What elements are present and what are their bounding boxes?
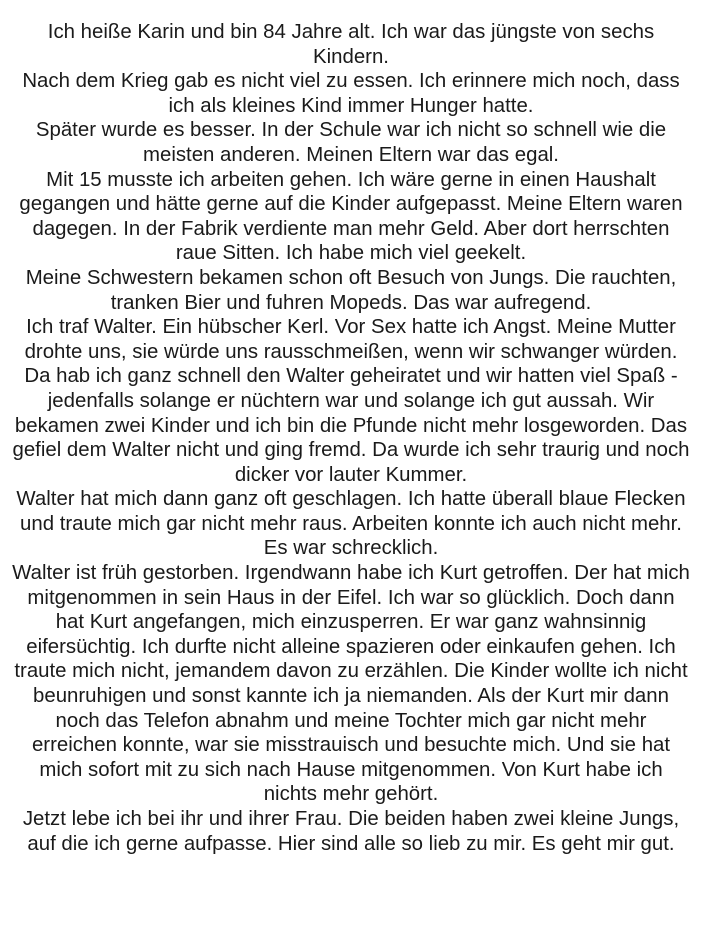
paragraph-intro: Ich heiße Karin und bin 84 Jahre alt. Ich war das jüngste von sechs Kindern. — [47, 21, 655, 68]
paragraph-abuse: Walter hat mich dann ganz oft geschlagen. Ich hatte überall blaue Flecken und traute mich gar nicht mehr raus. Arbeiten konnte ich auch nicht mehr. Es war schrecklich. — [16, 488, 686, 560]
paragraph-sisters: Meine Schwestern bekamen schon oft Besuch von Jungs. Die rauchten, tranken Bier und fuhren Mopeds. Das war aufregend. — [25, 266, 677, 314]
paragraph-walter-meeting: Ich traf Walter. Ein hübscher Kerl. Vor Sex hatte ich Angst. Meine Mutter drohte uns, sie würde uns rausschmeißen, wenn wir schwanger würden. — [24, 316, 678, 363]
paragraph-now: Jetzt lebe ich bei ihr und ihrer Frau. Die beiden haben zwei kleine Jungs, auf die ich gerne aufpasse. Hier sind alle so lieb zu mir. Es geht mir gut. — [22, 808, 680, 855]
paragraph-postwar: Nach dem Krieg gab es nicht viel zu essen. Ich erinnere mich noch, dass ich als kleines Kind immer Hunger hatte. — [22, 70, 680, 117]
paragraph-work: Mit 15 musste ich arbeiten gehen. Ich wäre gerne in einen Haushalt gegangen und hätte gerne auf die Kinder aufgepasst. Meine Eltern waren dagegen. In der Fabrik verdiente man mehr Geld. Aber dort herrschten raue Sitten. Ich habe mich viel geekelt. — [19, 168, 683, 265]
paragraph-marriage: Da hab ich ganz schnell den Walter geheiratet und wir hatten viel Spaß - jedenfalls solange er nüchtern war und solange ich gut aussah. Wir bekamen zwei Kinder und ich bin die Pfunde nicht mehr losgeworden. Das gefiel dem Walter nicht und ging fremd. Da wurde ich sehr traurig und noch dicker vor lauter Kummer. — [12, 365, 690, 486]
paragraph-kurt: Walter ist früh gestorben. Irgendwann habe ich Kurt getroffen. Der hat mich mitgenommen in sein Haus in der Eifel. Ich war so glücklich. Doch dann hat Kurt angefangen, mich einzusperren. Er war ganz wahnsinnig eifersüchtig. Ich durfte nicht alleine spazieren oder einkaufen gehen. Ich traute mich nicht, jemandem davon zu erzählen. Die Kinder wollte ich nicht beunruhigen und sonst kannte ich ja niemanden. Als der Kurt mir dann noch das Telefon abnahm und meine Tochter mich gar nicht mehr erreichen konnte, war sie misstrauisch und besuchte mich. Und sie hat mich sofort mit zu sich nach Hause mitgenommen. Von Kurt habe ich nichts mehr gehört. — [12, 562, 690, 806]
paragraph-school: Später wurde es besser. In der Schule war ich nicht so schnell wie die meisten anderen. Meinen Eltern war das egal. — [35, 119, 667, 166]
